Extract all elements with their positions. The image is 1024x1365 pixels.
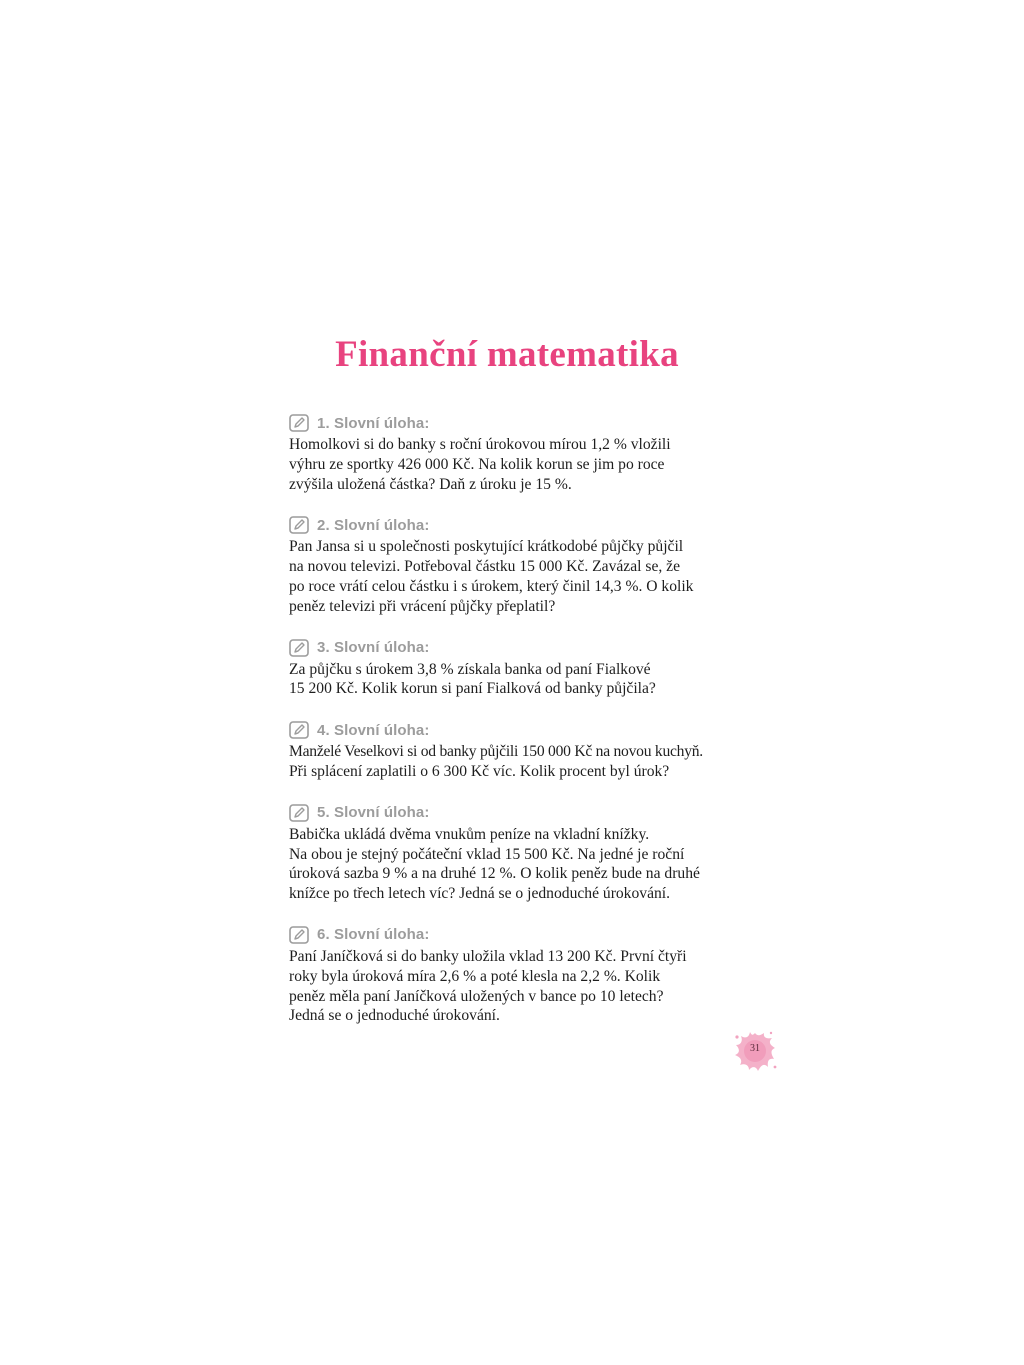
task-label: 3. Slovní úloha: — [317, 639, 430, 657]
page-title: Finanční matematika — [335, 334, 679, 375]
task-text-line: Pan Jansa si u společnosti poskytující krátkodobé půjčky půjčil — [289, 538, 684, 556]
task-header — [289, 412, 739, 434]
task-text — [289, 435, 739, 494]
task-text-line: peněz měla paní Janíčková uložených v bance po 10 letech? — [289, 987, 664, 1005]
page-number: 31 — [750, 1043, 760, 1054]
task-label: 2. Slovní úloha: — [317, 516, 430, 534]
task-header — [289, 802, 739, 824]
task-text — [289, 825, 739, 904]
task-text-line: na novou televizi. Potřeboval částku 15 000 Kč. Zavázal se, že — [289, 558, 681, 576]
task-text-line: Babička ukládá dvěma vnukům peníze na vkladní knížky. — [289, 825, 650, 843]
task-item — [289, 719, 739, 782]
task-text-line: zvýšila uložená částka? Daň z úroku je 15 %. — [289, 475, 572, 493]
task-header — [289, 514, 739, 536]
task-text-line: Paní Janíčková si do banky uložila vklad 13 200 Kč. První čtyři — [289, 947, 687, 965]
task-text-line: Na obou je stejný počáteční vklad 15 500 Kč. Na jedné je roční — [289, 845, 685, 863]
pencil-icon — [289, 926, 309, 944]
pencil-icon — [289, 414, 309, 432]
task-text-line: 15 200 Kč. Kolik korun si paní Fialková od banky půjčila? — [289, 680, 656, 698]
task-text — [289, 537, 739, 616]
task-label: 1. Slovní úloha: — [317, 414, 430, 432]
task-item — [289, 412, 739, 494]
task-text-line: knížce po třech letech víc? Jedná se o jednoduché úrokování. — [289, 885, 671, 903]
task-text-line: úroková sazba 9 % a na druhé 12 %. O kolik peněz bude na druhé — [289, 865, 700, 883]
pencil-icon — [289, 804, 309, 822]
pencil-icon — [289, 516, 309, 534]
task-text-line: peněz televizi při vrácení půjčky přeplatil? — [289, 597, 556, 615]
task-text-line: po roce vrátí celou částku i s úrokem, který činil 14,3 %. O kolik — [289, 577, 694, 595]
task-text-line: Manželé Veselkovi si od banky půjčili 150 000 Kč na novou kuchyň. — [289, 743, 703, 761]
pencil-icon — [289, 721, 309, 739]
task-text — [289, 742, 739, 782]
task-text-line: roky byla úroková míra 2,6 % a poté klesla na 2,2 %. Kolik — [289, 967, 661, 985]
pencil-icon — [289, 639, 309, 657]
task-header — [289, 637, 739, 659]
task-text — [289, 947, 739, 1026]
task-text-line: Jedná se o jednoduché úrokování. — [289, 1007, 500, 1025]
task-item — [289, 802, 739, 904]
task-label: 5. Slovní úloha: — [317, 804, 430, 822]
task-text-line: Homolkovi si do banky s roční úrokovou mírou 1,2 % vložili — [289, 436, 671, 453]
task-text-line: výhru ze sportky 426 000 Kč. Na kolik korun se jim po roce — [289, 455, 665, 473]
task-item — [289, 514, 739, 616]
page-number-badge — [731, 1027, 779, 1075]
task-label: 6. Slovní úloha: — [317, 926, 430, 944]
task-header — [289, 924, 739, 946]
task-header — [289, 719, 739, 741]
task-text-line: Při splácení zaplatili o 6 300 Kč víc. Kolik procent byl úrok? — [289, 762, 670, 780]
task-item — [289, 924, 739, 1026]
task-list — [289, 412, 739, 1046]
task-text — [289, 660, 739, 700]
task-item — [289, 637, 739, 700]
task-text-line: Za půjčku s úrokem 3,8 % získala banka od paní Fialkové — [289, 660, 651, 678]
task-label: 4. Slovní úloha: — [317, 721, 430, 739]
